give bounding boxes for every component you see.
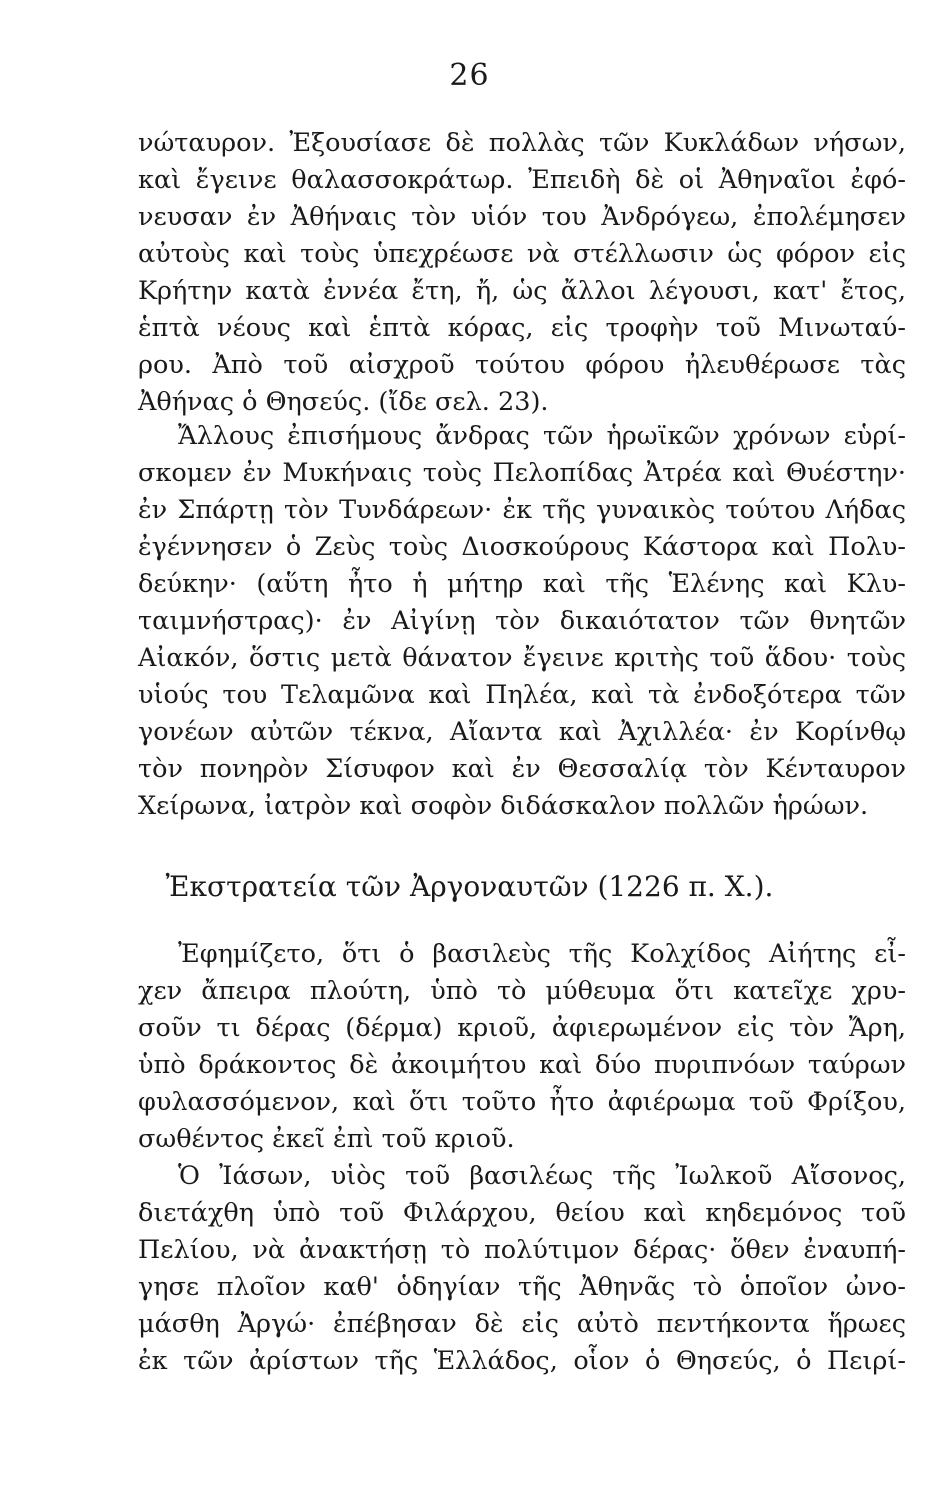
text-line: ἐγέννησεν ὁ Ζεὺς τοὺς Διοσκούρους Κάστορα καὶ Πολυ- (138, 532, 906, 562)
text-line: διετάχθη ὑπὸ τοῦ Φιλάρχου, θείου καὶ κηδεμόνος τοῦ (138, 1198, 906, 1228)
text-line: γονέων αὐτῶν τέκνα, Αἴαντα καὶ Ἀχιλλέα· ἐν Κορίνθῳ (138, 717, 906, 747)
text-line: καὶ ἔγεινε θαλασσοκράτωρ. Ἐπειδὴ δὲ οἱ Ἀθηναῖοι ἐφό- (138, 165, 906, 195)
text-line: ἐν Σπάρτῃ τὸν Τυνδάρεων· ἐκ τῆς γυναικὸς τούτου Λήδας (138, 495, 906, 525)
text-line: Ἐφημίζετο, ὅτι ὁ βασιλεὺς τῆς Κολχίδος Αἰήτης εἶ- (178, 939, 906, 969)
paragraph-1 (138, 125, 906, 421)
text-line: Αἰακόν, ὅστις μετὰ θάνατον ἔγεινε κριτὴς τοῦ ἅδου· τοὺς (138, 643, 906, 673)
text-line: σοῦν τι δέρας (δέρμα) κριοῦ, ἀφιερωμένον εἰς τὸν Ἄρη, (138, 1013, 906, 1043)
text-line: Ἀθήνας ὁ Θησεύς. (ἴδε σελ. 23). (138, 387, 549, 417)
text-line: ταιμνήστρας)· ἐν Αἰγίνῃ τὸν δικαιότατον τῶν θνητῶν (138, 606, 906, 636)
text-line: ὑπὸ δράκοντος δὲ ἀκοιμήτου καὶ δύο πυριπνόων ταύρων (138, 1050, 906, 1080)
text-line: αὐτοὺς καὶ τοὺς ὑπεχρέωσε νὰ στέλλωσιν ὡς φόρον εἰς (138, 239, 906, 269)
text-line: χεν ἄπειρα πλούτη, ὑπὸ τὸ μύθευμα ὅτι κατεῖχε χρυ- (138, 976, 906, 1006)
page-number: 26 (449, 58, 490, 93)
text-line: γησε πλοῖον καθ' ὁδηγίαν τῆς Ἀθηνᾶς τὸ ὁποῖον ὠνο- (138, 1272, 906, 1302)
text-line: Ἄλλους ἐπισήμους ἄνδρας τῶν ἡρωϊκῶν χρόνων εὑρί- (178, 421, 906, 451)
text-line: φυλασσόμενον, καὶ ὅτι τοῦτο ἦτο ἀφιέρωμα τοῦ Φρίξου, (138, 1087, 906, 1117)
text-line: τὸν πονηρὸν Σίσυφον καὶ ἐν Θεσσαλίᾳ τὸν Κένταυρον (138, 754, 906, 784)
paragraph-2 (138, 418, 906, 825)
text-line: σωθέντος ἐκεῖ ἐπὶ τοῦ κριοῦ. (138, 1124, 515, 1154)
text-line: Κρήτην κατὰ ἐννέα ἔτη, ἤ, ὡς ἄλλοι λέγουσι, κατ' ἔτος, (138, 276, 906, 306)
text-line: Χείρωνα, ἰατρὸν καὶ σοφὸν διδάσκαλον πολλῶν ἡρώων. (138, 791, 869, 821)
text-line: Ὁ Ἰάσων, υἱὸς τοῦ βασιλέως τῆς Ἰωλκοῦ Αἴσονος, (178, 1161, 906, 1191)
text-line: νευσαν ἐν Ἀθήναις τὸν υἱόν του Ἀνδρόγεω, ἐπολέμησεν (138, 202, 906, 232)
text-line: νώταυρον. Ἐξουσίασε δὲ πολλὰς τῶν Κυκλάδων νήσων, (138, 128, 906, 158)
text-line: δεύκην· (αὕτη ἦτο ἡ μήτηρ καὶ τῆς Ἑλένης καὶ Κλυ- (138, 569, 906, 599)
section-heading: Ἐκστρατεία τῶν Ἀργοναυτῶν (1226 π. Χ.). (165, 870, 774, 903)
text-line: υἱούς του Τελαμῶνα καὶ Πηλέα, καὶ τὰ ἐνδοξότερα τῶν (138, 680, 906, 710)
text-line: ἑπτὰ νέους καὶ ἑπτὰ κόρας, εἰς τροφὴν τοῦ Μινωταύ- (138, 313, 906, 343)
text-line: ρου. Ἀπὸ τοῦ αἰσχροῦ τούτου φόρου ἠλευθέρωσε τὰς (138, 350, 906, 380)
text-line: Πελίου, νὰ ἀνακτήσῃ τὸ πολύτιμον δέρας· ὅθεν ἐναυπή- (138, 1235, 906, 1265)
text-line: μάσθη Ἀργώ· ἐπέβησαν δὲ εἰς αὐτὸ πεντήκοντα ἥρωες (138, 1309, 906, 1339)
text-line: σκομεν ἐν Μυκήναις τοὺς Πελοπίδας Ἀτρέα καὶ Θυέστην· (138, 458, 906, 488)
paragraph-3-4 (138, 936, 906, 1380)
text-line: ἐκ τῶν ἀρίστων τῆς Ἑλλάδος, οἷον ὁ Θησεύς, ὁ Πειρί- (138, 1346, 906, 1376)
